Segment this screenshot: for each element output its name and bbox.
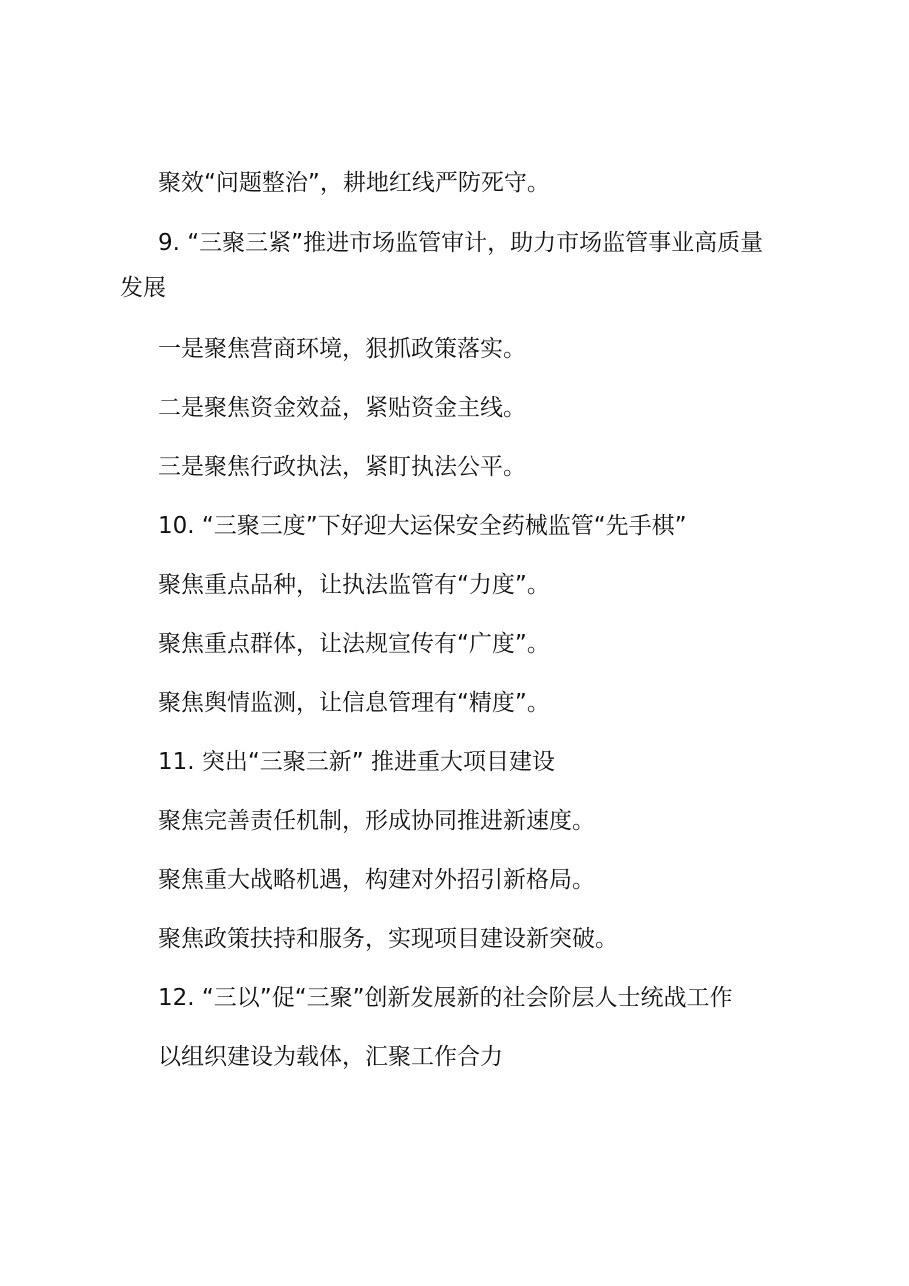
paragraph: 聚焦重点群体，让法规宣传有“广度”。 [158, 631, 550, 657]
section-heading-10: 10. “三聚三度”下好迎大运保安全药械监管“先手棋” [158, 513, 687, 539]
paragraph: 聚焦重点品种，让执法监管有“力度”。 [158, 572, 550, 598]
section-heading-9-continuation: 发展 [120, 275, 166, 301]
paragraph: 聚焦重大战略机遇，构建对外招引新格局。 [158, 867, 595, 893]
paragraph: 三是聚焦行政执法，紧盯执法公平。 [158, 454, 526, 480]
paragraph: 聚效“问题整治”，耕地红线严防死守。 [158, 170, 550, 196]
section-heading-12: 12. “三以”促“三聚”创新发展新的社会阶层人士统战工作 [158, 985, 733, 1011]
paragraph: 以组织建设为载体，汇聚工作合力 [158, 1044, 503, 1070]
paragraph: 聚焦舆情监测，让信息管理有“精度”。 [158, 690, 550, 716]
paragraph: 聚焦政策扶持和服务，实现项目建设新突破。 [158, 926, 618, 952]
paragraph: 聚焦完善责任机制，形成协同推进新速度。 [158, 808, 595, 834]
section-heading-11: 11. 突出“三聚三新” 推进重大项目建设 [158, 749, 556, 775]
section-heading-9: 9. “三聚三紧”推进市场监管审计，助力市场监管事业高质量 [158, 230, 764, 256]
paragraph: 二是聚焦资金效益，紧贴资金主线。 [158, 395, 526, 421]
paragraph: 一是聚焦营商环境，狠抓政策落实。 [158, 336, 526, 362]
